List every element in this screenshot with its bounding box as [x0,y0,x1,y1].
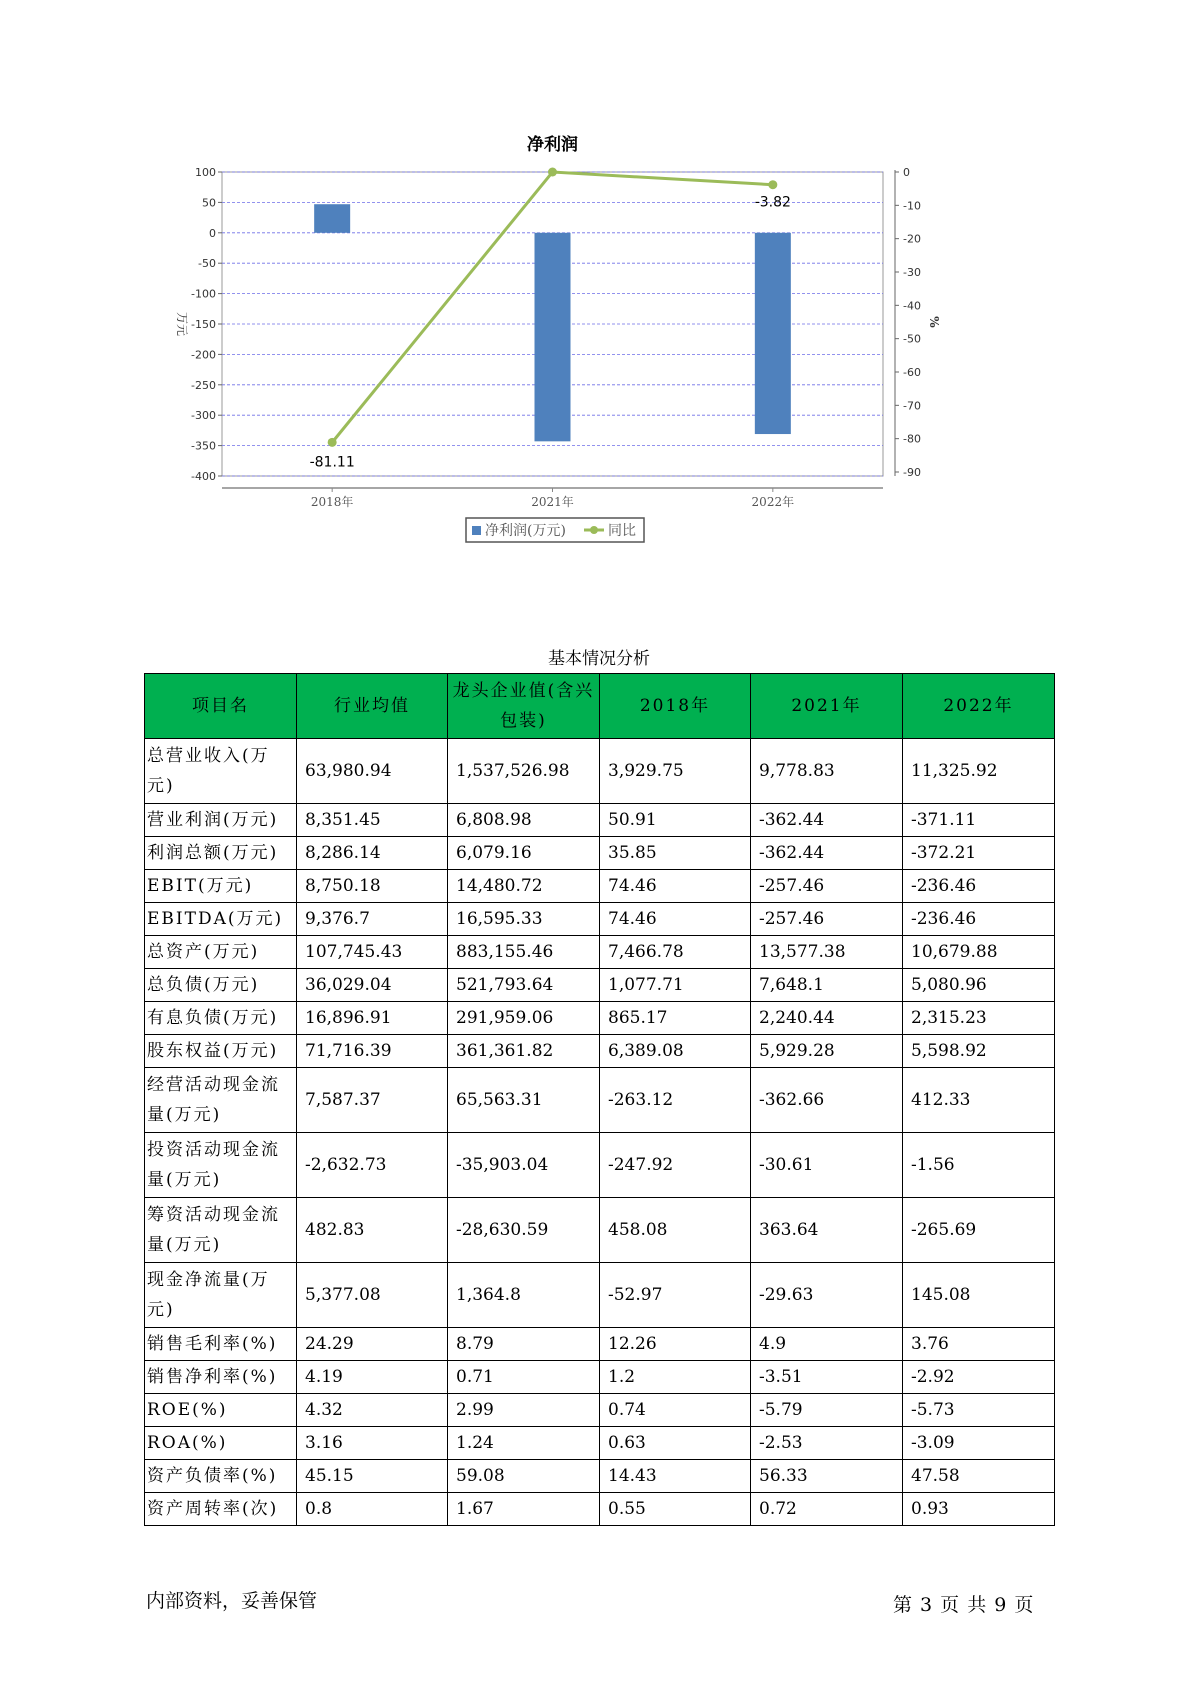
table-cell: 35.85 [600,837,751,870]
row-label: EBIT(万元) [145,870,297,903]
table-row [145,1493,1055,1526]
x-axis-category-label: 2022年 [751,495,795,509]
left-axis-tick-label: -400 [191,470,216,483]
yoy-data-label: -81.11 [309,454,355,471]
table-cell: 12.26 [600,1328,751,1361]
table-cell: 45.15 [297,1460,448,1493]
table-cell: 10,679.88 [903,936,1055,969]
table-row [145,1035,1055,1068]
table-cell: 13,577.38 [751,936,903,969]
table-cell: -2,632.73 [297,1133,448,1198]
left-axis-label: 万元 [175,311,189,337]
table-cell: -257.46 [751,903,903,936]
legend-marker-yoy [590,526,598,534]
column-header: 2018年 [600,674,751,739]
table-cell: -2.92 [903,1361,1055,1394]
table-row [145,870,1055,903]
table-cell: 361,361.82 [448,1035,600,1068]
table-row [145,1460,1055,1493]
table-cell: -236.46 [903,903,1055,936]
table-cell: 24.29 [297,1328,448,1361]
left-axis-tick-label: -250 [191,378,216,392]
left-axis-tick-label: -150 [191,318,216,331]
table-cell: 9,778.83 [751,739,903,804]
table-cell: -3.09 [903,1427,1055,1460]
table-cell: 14,480.72 [448,870,600,903]
legend-label-yoy: 同比 [608,523,636,539]
right-axis-tick-label: 0 [903,166,910,179]
table-cell: 74.46 [600,903,751,936]
table-row [145,903,1055,936]
table-cell: 2.99 [448,1394,600,1427]
table-cell: 0.93 [903,1493,1055,1526]
yoy-point [768,180,777,189]
table-cell: 74.46 [600,870,751,903]
table-cell: -362.44 [751,804,903,837]
table-cell: -263.12 [600,1068,751,1133]
row-label: 资产负债率(%) [145,1460,297,1493]
right-axis-tick-label: -90 [903,466,921,479]
table-cell: 0.74 [600,1394,751,1427]
table-cell: 14.43 [600,1460,751,1493]
table-cell: 63,980.94 [297,739,448,804]
row-label: 经营活动现金流量(万元) [145,1068,297,1133]
table-cell: 59.08 [448,1460,600,1493]
table-cell: 9,376.7 [297,903,448,936]
row-label: 销售净利率(%) [145,1361,297,1394]
table-cell: -362.44 [751,837,903,870]
table-cell: 8,286.14 [297,837,448,870]
table-row [145,1133,1055,1198]
right-axis-tick-label: -40 [903,299,921,313]
table-cell: 8,750.18 [297,870,448,903]
table-row [145,1263,1055,1328]
left-axis-tick-label: -100 [191,287,216,301]
row-label: 有息负债(万元) [145,1002,297,1035]
table-cell: 1.2 [600,1361,751,1394]
net-profit-bar [755,233,791,434]
table-cell: 363.64 [751,1198,903,1263]
table-cell: 16,896.91 [297,1002,448,1035]
table-cell: 0.71 [448,1361,600,1394]
x-axis-category-label: 2018年 [310,495,354,509]
row-label: 销售毛利率(%) [145,1328,297,1361]
column-header: 2022年 [903,674,1055,739]
column-header: 2021年 [751,674,903,739]
table-row [145,804,1055,837]
left-axis-tick-label: -350 [191,439,216,453]
footer-page-number: 第 3 页 共 9 页 [893,1594,1035,1616]
legend-swatch-net-profit [472,526,481,535]
right-axis-tick-label: -70 [903,399,921,413]
right-axis-tick-label: -80 [903,432,921,446]
yoy-data-label: -3.82 [754,194,791,211]
table-cell: 3.76 [903,1328,1055,1361]
table-cell: -5.73 [903,1394,1055,1427]
table-cell: 2,240.44 [751,1002,903,1035]
table-row [145,837,1055,870]
table-cell: 50.91 [600,804,751,837]
left-axis-tick-label: -200 [191,348,216,362]
x-axis-category-label: 2021年 [531,495,574,509]
table-cell: -362.66 [751,1068,903,1133]
table-cell: 883,155.46 [448,936,600,969]
table-cell: 6,808.98 [448,804,600,837]
table-cell: 0.55 [600,1493,751,1526]
table-cell: 5,929.28 [751,1035,903,1068]
table-cell: 4.32 [297,1394,448,1427]
chart-title: 净利润 [527,135,578,155]
table-cell: 1,364.8 [448,1263,600,1328]
table-cell: -30.61 [751,1133,903,1198]
table-cell: 4.9 [751,1328,903,1361]
table-cell: -247.92 [600,1133,751,1198]
table-cell: -265.69 [903,1198,1055,1263]
table-cell: 6,389.08 [600,1035,751,1068]
table-cell: 5,377.08 [297,1263,448,1328]
row-label: 投资活动现金流量(万元) [145,1133,297,1198]
table-cell: -52.97 [600,1263,751,1328]
row-label: 筹资活动现金流量(万元) [145,1198,297,1263]
row-label: 总营业收入(万元) [145,739,297,804]
left-axis-tick-label: 0 [209,226,216,240]
table-cell: 4.19 [297,1361,448,1394]
left-axis-tick-label: 100 [195,166,216,179]
table-caption: 基本情况分析 [548,649,650,669]
table-cell: 482.83 [297,1198,448,1263]
column-header: 项目名 [145,674,297,739]
footer-confidential-note: 内部资料，妥善保管 [146,1590,318,1612]
row-label: 利润总额(万元) [145,837,297,870]
table-cell: -1.56 [903,1133,1055,1198]
table-cell: 2,315.23 [903,1002,1055,1035]
left-axis-tick-label: -300 [191,409,216,423]
table-cell: 0.72 [751,1493,903,1526]
table-row [145,969,1055,1002]
right-axis-label: % [927,316,941,328]
table-cell: -3.51 [751,1361,903,1394]
row-label: 总资产(万元) [145,936,297,969]
table-cell: 11,325.92 [903,739,1055,804]
table-cell: 1,077.71 [600,969,751,1002]
table-row [145,1198,1055,1263]
table-cell: -28,630.59 [448,1198,600,1263]
table-cell: -257.46 [751,870,903,903]
table-row [145,739,1055,804]
right-axis-tick-label: -30 [903,266,921,279]
table-cell: 56.33 [751,1460,903,1493]
table-cell: 8,351.45 [297,804,448,837]
table-row [145,1394,1055,1427]
table-cell: 0.63 [600,1427,751,1460]
table-cell: 145.08 [903,1263,1055,1328]
net-profit-bar [314,204,350,233]
table-cell: -2.53 [751,1427,903,1460]
table-cell: 5,598.92 [903,1035,1055,1068]
right-axis-tick-label: -20 [903,232,921,246]
left-axis-tick-label: 50 [202,196,216,210]
column-header: 龙头企业值(含兴包装) [448,674,600,739]
table-cell: -5.79 [751,1394,903,1427]
table-cell: 458.08 [600,1198,751,1263]
row-label: 股东权益(万元) [145,1035,297,1068]
table-cell: 865.17 [600,1002,751,1035]
left-axis-tick-label: -50 [198,257,216,271]
row-label: ROE(%) [145,1394,297,1427]
table-cell: 0.8 [297,1493,448,1526]
table-cell: 47.58 [903,1460,1055,1493]
analysis-table [144,673,1055,1526]
table-row [145,1068,1055,1133]
table-cell: 7,587.37 [297,1068,448,1133]
table-cell: -29.63 [751,1263,903,1328]
table-cell: 521,793.64 [448,969,600,1002]
row-label: EBITDA(万元) [145,903,297,936]
table-cell: 1.67 [448,1493,600,1526]
right-axis-tick-label: -10 [903,199,921,213]
yoy-point [548,168,557,177]
row-label: 现金净流量(万元) [145,1263,297,1328]
table-cell: 65,563.31 [448,1068,600,1133]
table-header-row [145,674,1055,739]
column-header: 行业均值 [297,674,448,739]
table-cell: 8.79 [448,1328,600,1361]
chart-svg [170,130,1020,600]
table-row [145,1361,1055,1394]
table-cell: 5,080.96 [903,969,1055,1002]
table-cell: 107,745.43 [297,936,448,969]
row-label: ROA(%) [145,1427,297,1460]
table-cell: 1,537,526.98 [448,739,600,804]
right-axis-tick-label: -60 [903,366,921,379]
net-profit-chart [170,130,1020,600]
table-cell: -371.11 [903,804,1055,837]
table-cell: 7,466.78 [600,936,751,969]
table-row [145,936,1055,969]
table-cell: 36,029.04 [297,969,448,1002]
right-axis-tick-label: -50 [903,332,921,346]
table-cell: -236.46 [903,870,1055,903]
row-label: 总负债(万元) [145,969,297,1002]
table-row [145,1427,1055,1460]
table-cell: 16,595.33 [448,903,600,936]
net-profit-bar [535,233,571,442]
table-cell: 1.24 [448,1427,600,1460]
table-cell: 3.16 [297,1427,448,1460]
table-cell: 6,079.16 [448,837,600,870]
row-label: 资产周转率(次) [145,1493,297,1526]
row-label: 营业利润(万元) [145,804,297,837]
table-cell: -35,903.04 [448,1133,600,1198]
table-row [145,1328,1055,1361]
legend-label-net-profit: 净利润(万元) [485,523,566,539]
table-row [145,1002,1055,1035]
table-cell: 412.33 [903,1068,1055,1133]
table-cell: 3,929.75 [600,739,751,804]
yoy-point [328,438,337,447]
table-cell: -372.21 [903,837,1055,870]
table-cell: 291,959.06 [448,1002,600,1035]
table-cell: 7,648.1 [751,969,903,1002]
table-cell: 71,716.39 [297,1035,448,1068]
